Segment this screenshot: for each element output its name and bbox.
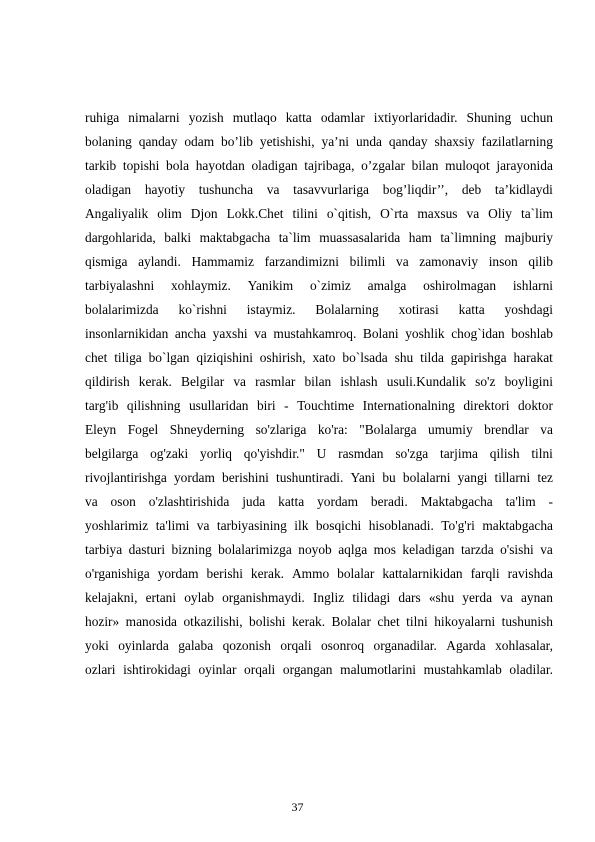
text-line: dargohlarida, balki maktabgacha ta`lim muassasalarida ham ta`limning majburiy bbox=[85, 230, 553, 245]
text-line: hozir» manosida otkazilishi, bolishi kerak. Bolalar chet tilni hikoyalarni tushunish bbox=[85, 614, 553, 629]
text-line: oladigan hayotiy tushuncha va tasavvurlariga bog’liqdir’’, deb ta’kidlaydi bbox=[85, 182, 553, 197]
text-line: va oson o'zlashtirishida juda katta yordam beradi. Maktabgacha ta'lim - bbox=[85, 494, 553, 509]
text-line: Angaliyalik olim Djon Lokk.Chet tilini o`qitish, O`rta maxsus va Oliy ta`lim bbox=[85, 206, 553, 221]
text-line: tarbiya dasturi bizning bolalarimizga noyob aqlga mos keladigan tarzda o'sishi va bbox=[85, 542, 553, 557]
text-line: bolalarimizda ko`rishni istaymiz. Bolalarning xotirasi katta yoshdagi bbox=[85, 302, 553, 317]
text-line: yoshlarimiz ta'limi va tarbiyasining ilk bosqichi hisoblanadi. To'g'ri maktabgacha bbox=[85, 518, 553, 533]
text-line: targ'ib qilishning usullaridan biri - Touchtime Internationalning direktori doktor bbox=[85, 398, 553, 413]
text-line: kelajakni, ertani oylab organishmaydi. Ingliz tilidagi dars «shu yerda va aynan bbox=[85, 590, 553, 605]
text-line: tarbiyalashni xohlaymiz. Yanikim o`zimiz amalga oshirolmagan ishlarni bbox=[85, 278, 553, 293]
text-line: qildirish kerak. Belgilar va rasmlar bilan ishlash usuli.Kundalik so'z boyligini bbox=[85, 374, 553, 389]
page-number: 37 bbox=[291, 800, 304, 814]
text-line: yoki oyinlarda galaba qozonish orqali osonroq organadilar. Agarda xohlasalar, bbox=[85, 638, 553, 653]
text-line: tarkib topishi bola hayotdan oladigan tajribaga, o’zgalar bilan muloqot jarayonida bbox=[85, 158, 553, 173]
text-line: rivojlantirishga yordam berishini tushuntiradi. Yani bu bolalarni yangi tillarni tez bbox=[85, 470, 553, 485]
text-line: chet tiliga bo`lgan qiziqishini oshirish, xato bo`lsada shu tilda gapirishga harakat bbox=[85, 350, 553, 365]
text-line: ozlari ishtirokidagi oyinlar orqali organgan malumotlarini mustahkamlab oladilar. bbox=[85, 662, 553, 677]
text-line: ruhiga nimalarni yozish mutlaqo katta odamlar ixtiyorlaridadir. Shuning uchun bbox=[85, 110, 553, 125]
text-line: qismiga aylandi. Hammamiz farzandimizni bilimli va zamonaviy inson qilib bbox=[85, 254, 553, 269]
text-line: insonlarnikidan ancha yaxshi va mustahkamroq. Bolani yoshlik chog`idan boshlab bbox=[85, 326, 553, 341]
text-line: Eleyn Fogel Shneyderning so'zlariga ko'ra: "Bolalarga umumiy brendlar va bbox=[85, 422, 553, 437]
body-paragraph bbox=[85, 106, 553, 682]
text-line: bolaning qanday odam bo’lib yetishishi, ya’ni unda qanday shaxsiy fazilatlarning bbox=[85, 134, 553, 149]
text-line: o'rganishiga yordam berishi kerak. Ammo bolalar kattalarnikidan farqli ravishda bbox=[85, 566, 553, 581]
text-line: belgilarga og'zaki yorliq qo'yishdir." U rasmdan so'zga tarjima qilish tilni bbox=[85, 446, 553, 461]
